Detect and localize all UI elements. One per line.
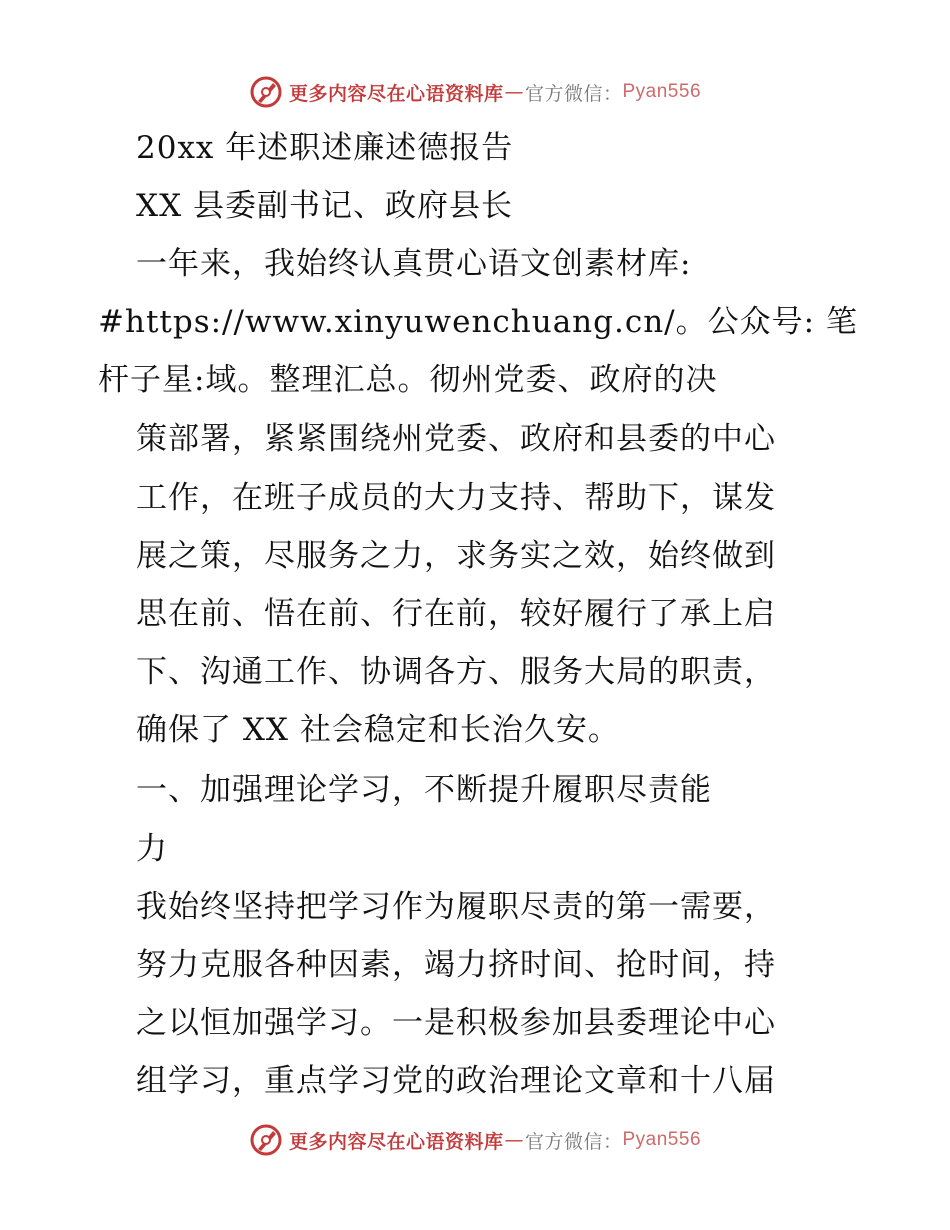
- paragraph-line: 之以恒加强学习。一是积极参加县委理论中心: [136, 1005, 776, 1041]
- document-title: 20xx 年述职述廉述德报告: [136, 130, 514, 166]
- banner-text-primary: 更多内容尽在心语资料库: [288, 82, 504, 105]
- paragraph-line: 杆子星:域。整理汇总。彻州党委、政府的决: [98, 362, 718, 398]
- paragraph-line: 工作，在班子成员的大力支持、帮助下，谋发: [136, 480, 776, 516]
- quill-pen-logo-icon: [249, 1123, 283, 1157]
- paragraph-line: #https://www.xinyuwenchuang.cn/。公众号: 笔: [98, 304, 858, 340]
- paragraph-line: 我始终坚持把学习作为履职尽责的第一需要，: [136, 889, 776, 925]
- paragraph-line: 策部署，紧紧围绕州党委、政府和县委的中心: [136, 421, 776, 457]
- banner-text-secondary: 官方微信：: [524, 82, 623, 105]
- quill-pen-logo-icon: [249, 75, 283, 109]
- paragraph-line: 思在前、悟在前、行在前，较好履行了承上启: [136, 596, 776, 632]
- paragraph-line: 一年来，我始终认真贯心语文创素材库:: [136, 246, 692, 282]
- banner-text-secondary: 官方微信：: [524, 1130, 623, 1153]
- paragraph-line: 组学习，重点学习党的政治理论文章和十八届: [136, 1063, 776, 1099]
- header-banner: [0, 72, 950, 112]
- banner-dash: —: [504, 1129, 524, 1151]
- banner-text-primary: 更多内容尽在心语资料库: [288, 1130, 504, 1153]
- banner-account: Pyan556: [622, 1129, 702, 1150]
- section-heading: 一、加强理论学习，不断提升履职尽责能: [136, 772, 712, 808]
- banner-dash: —: [504, 81, 524, 103]
- banner-account: Pyan556: [622, 81, 702, 102]
- paragraph-line: 展之策，尽服务之力，求务实之效，始终做到: [136, 538, 776, 574]
- author-line: XX 县委副书记、政府县长: [136, 188, 513, 224]
- footer-banner: [0, 1120, 950, 1160]
- paragraph-line: 努力克服各种因素，竭力挤时间、抢时间，持: [136, 947, 776, 983]
- section-heading-continued: 力: [136, 831, 168, 867]
- paragraph-line: 确保了 XX 社会稳定和长治久安。: [136, 712, 620, 748]
- paragraph-line: 下、沟通工作、协调各方、服务大局的职责，: [136, 654, 776, 690]
